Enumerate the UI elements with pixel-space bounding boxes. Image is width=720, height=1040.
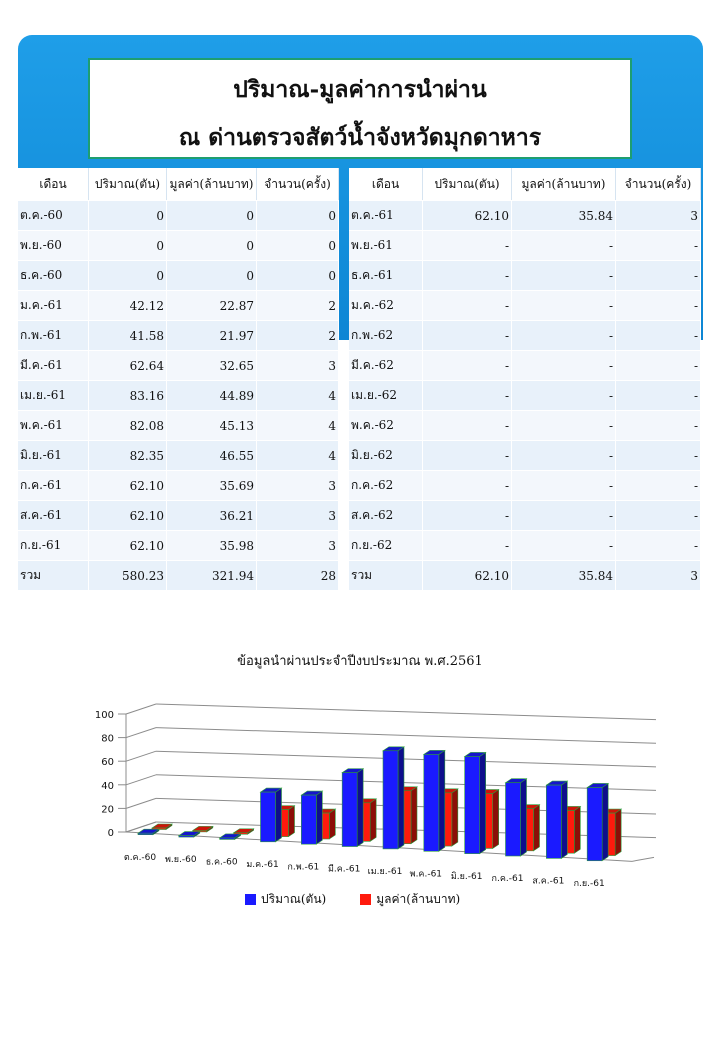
cell-quantity: - [423,440,512,470]
cell-month: ต.ค.-60 [18,200,89,230]
legend-item-quantity [245,890,326,909]
cell-value: - [512,500,616,530]
table-row [349,230,701,260]
y-tick-label: 20 [101,804,114,816]
bar-value [615,809,621,855]
bar-quantity [602,783,608,860]
cell-month: มิ.ย.-62 [349,440,423,470]
col-header-month: เดือน [18,168,89,200]
bar-quantity [465,756,480,853]
bar-quantity [561,781,567,858]
table-row [349,560,701,590]
bar-quantity [342,773,357,847]
cell-count: - [616,350,701,380]
table-row [18,500,339,530]
x-tick-label: ก.ย.-61 [573,878,605,889]
cell-month: ธ.ค.-61 [349,260,423,290]
bar-quantity [521,779,527,856]
cell-count: 3 [257,530,339,560]
cell-count: 0 [257,260,339,290]
cell-value: - [512,290,616,320]
bar-quantity [506,783,521,856]
cell-month: พ.ย.-60 [18,230,89,260]
cell-quantity: 62.10 [423,200,512,230]
cell-quantity: 0 [89,200,167,230]
chart-legend [245,890,460,909]
cell-month: ก.พ.-62 [349,320,423,350]
cell-count: - [616,290,701,320]
cell-month: ต.ค.-61 [349,200,423,230]
right-data-table [349,168,701,590]
col-header-quantity: ปริมาณ(ตัน) [89,168,167,200]
y-tick-label: 80 [101,733,114,745]
gridline-side [126,798,156,808]
bar-quantity [138,833,153,835]
cell-quantity: - [423,380,512,410]
cell-count: 2 [257,320,339,350]
cell-count: - [616,410,701,440]
table-row [349,500,701,530]
cell-count: - [616,260,701,290]
table-row [349,410,701,440]
table-row [349,350,701,380]
cell-month: ส.ค.-61 [18,500,89,530]
x-tick-label: ม.ค.-61 [246,859,279,870]
x-tick-label: ต.ค.-60 [123,852,157,863]
cell-count: 3 [257,350,339,380]
table-row [18,440,339,470]
cell-value: 35.84 [512,200,616,230]
floor-edge [632,857,654,861]
cell-month: ก.ค.-61 [18,470,89,500]
cell-month: ก.ย.-62 [349,530,423,560]
x-tick-label: ก.ค.-61 [491,874,524,885]
bar-quantity [301,795,316,844]
cell-month: รวม [18,560,89,590]
cell-value: - [512,260,616,290]
cell-quantity: 41.58 [89,320,167,350]
table-row [18,470,339,500]
cell-quantity: 62.64 [89,350,167,380]
cell-quantity: 62.10 [89,500,167,530]
cell-month: พ.ค.-62 [349,410,423,440]
cell-count: 4 [257,440,339,470]
cell-count: - [616,380,701,410]
x-tick-label: มิ.ย.-61 [450,871,483,882]
gridline-side [126,775,156,785]
gridline-side [126,751,156,761]
table-row [18,290,339,320]
cell-quantity: - [423,260,512,290]
cell-quantity: 0 [89,230,167,260]
gridline [156,728,656,744]
cell-value: - [512,380,616,410]
cell-quantity: 580.23 [89,560,167,590]
col-header-count: จำนวน(ครั้ง) [616,168,701,200]
table-row [18,380,339,410]
x-tick-label: ก.พ.-61 [287,862,320,873]
legend-item-value [360,890,460,909]
cell-count: 3 [257,470,339,500]
cell-count: - [616,230,701,260]
bar-quantity [261,792,276,842]
cell-month: ส.ค.-62 [349,500,423,530]
cell-month: เม.ย.-62 [349,380,423,410]
table-row [18,350,339,380]
bar-value [452,789,458,846]
cell-count: - [616,440,701,470]
cell-value: 0 [167,260,257,290]
bar-value [289,806,295,837]
cell-month: มิ.ย.-61 [18,440,89,470]
cell-month: รวม [349,560,423,590]
cell-month: ม.ค.-62 [349,290,423,320]
cell-month: ก.ค.-62 [349,470,423,500]
cell-count: 3 [616,560,701,590]
cell-quantity: 42.12 [89,290,167,320]
cell-quantity: - [423,500,512,530]
cell-quantity: - [423,410,512,440]
cell-value: 35.69 [167,470,257,500]
cell-value: 44.89 [167,380,257,410]
cell-value: 46.55 [167,440,257,470]
cell-month: ธ.ค.-60 [18,260,89,290]
bar-quantity [398,747,404,849]
cell-count: 0 [257,230,339,260]
gridline-side [126,704,156,714]
bar-value [370,799,376,842]
cell-value: 35.98 [167,530,257,560]
cell-quantity: - [423,290,512,320]
cell-value: - [512,350,616,380]
cell-quantity: 82.08 [89,410,167,440]
bar-quantity [179,836,194,838]
cell-quantity: - [423,530,512,560]
x-tick-label: เม.ย.-61 [367,867,403,878]
cell-count: 2 [257,290,339,320]
cell-quantity: 0 [89,260,167,290]
gridline [156,704,656,720]
table-row [349,380,701,410]
cell-count: 4 [257,380,339,410]
cell-month: ก.ย.-61 [18,530,89,560]
cell-quantity: 62.10 [89,530,167,560]
bar-quantity [383,751,398,849]
table-row [349,530,701,560]
legend-label-quantity: ปริมาณ(ตัน) [261,892,327,906]
cell-quantity: 82.35 [89,440,167,470]
cell-month: ก.พ.-61 [18,320,89,350]
cell-value: 32.65 [167,350,257,380]
bar-value [411,787,417,844]
cell-count: 3 [257,500,339,530]
col-header-value: มูลค่า(ล้านบาท) [512,168,616,200]
bar-quantity [546,785,561,858]
cell-quantity: - [423,230,512,260]
cell-count: - [616,530,701,560]
y-tick-label: 40 [101,780,114,792]
table-row [349,470,701,500]
x-tick-label: ส.ค.-61 [532,876,565,887]
bar-quantity [424,754,439,851]
cell-count: 4 [257,410,339,440]
cell-value: 36.21 [167,500,257,530]
cell-value: - [512,530,616,560]
cell-count: - [616,320,701,350]
bar-quantity [220,838,235,840]
legend-swatch-quantity [245,894,256,905]
cell-value: 45.13 [167,410,257,440]
y-tick-label: 60 [101,757,114,769]
cell-month: พ.ย.-61 [349,230,423,260]
bar-quantity [276,788,282,842]
table-row [349,260,701,290]
table-row [349,440,701,470]
page-title: ปริมาณ-มูลค่าการนำผ่าน [233,76,487,103]
col-header-value: มูลค่า(ล้านบาท) [167,168,257,200]
bar-quantity [357,769,363,847]
bar-quantity [439,750,445,851]
table-row [349,290,701,320]
cell-month: เม.ย.-61 [18,380,89,410]
cell-month: ม.ค.-61 [18,290,89,320]
y-tick-label: 100 [94,710,114,721]
bar-quantity [587,787,602,860]
legend-swatch-value [360,894,371,905]
cell-value: - [512,470,616,500]
cell-value: - [512,410,616,440]
table-row [18,530,339,560]
cell-quantity: 62.10 [89,470,167,500]
bar-quantity [480,752,486,853]
page-subtitle: ณ ด่านตรวจสัตว์น้ำจังหวัดมุกดาหาร [178,124,542,151]
legend-label-value: มูลค่า(ล้านบาท) [376,892,461,906]
table-row [18,260,339,290]
cell-value: 21.97 [167,320,257,350]
x-tick-label: ธ.ค.-60 [205,857,238,868]
cell-month: พ.ค.-61 [18,410,89,440]
cell-month: มี.ค.-62 [349,350,423,380]
cell-value: - [512,320,616,350]
table-row [18,200,339,230]
table-row [18,320,339,350]
cell-value: 0 [167,230,257,260]
cell-quantity: - [423,320,512,350]
x-tick-label: พ.ย.-60 [165,855,197,866]
cell-value: - [512,230,616,260]
cell-month: มี.ค.-61 [18,350,89,380]
bar-value [329,809,335,839]
cell-value: 22.87 [167,290,257,320]
table-row [349,320,701,350]
x-tick-label: พ.ค.-61 [409,869,443,880]
cell-count: - [616,500,701,530]
table-row [349,200,701,230]
cell-value: 35.84 [512,560,616,590]
y-tick-label: 0 [107,828,114,839]
cell-quantity: 62.10 [423,560,512,590]
bar-value [493,790,499,849]
cell-count: 0 [257,200,339,230]
col-header-month: เดือน [349,168,423,200]
cell-count: 3 [616,200,701,230]
bar-chart [0,690,720,890]
left-data-table [18,168,339,590]
bar-value [574,806,580,853]
col-header-quantity: ปริมาณ(ตัน) [423,168,512,200]
gridline-side [126,728,156,738]
cell-value: 0 [167,200,257,230]
cell-value: 321.94 [167,560,257,590]
cell-quantity: 83.16 [89,380,167,410]
cell-count: - [616,470,701,500]
cell-quantity: - [423,350,512,380]
cell-count: 28 [257,560,339,590]
bar-quantity [316,791,322,844]
cell-value: - [512,440,616,470]
col-header-count: จำนวน(ครั้ง) [257,168,339,200]
bar-value [534,805,540,851]
gridline [156,751,656,767]
table-row [18,230,339,260]
cell-quantity: - [423,470,512,500]
table-row [18,560,339,590]
table-row [18,410,339,440]
title-box [88,58,632,159]
chart-title: ข้อมูลนำผ่านประจำปีงบประมาณ พ.ศ.2561 [237,654,483,669]
x-tick-label: มี.ค.-61 [327,864,361,875]
